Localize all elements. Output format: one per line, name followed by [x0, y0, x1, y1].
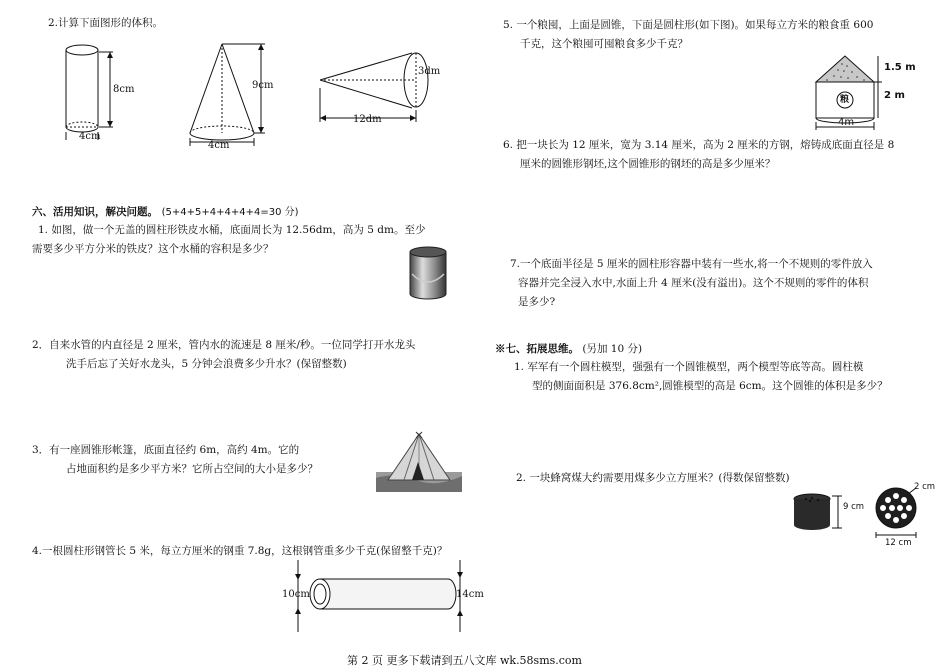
- problem-6-line-1: 6. 把一块长为 12 厘米，宽为 3.14 厘米，高为 2 厘米的方钢，熔铸成底面直径是 8: [503, 139, 895, 151]
- problem-2-line-2: 洗手后忘了关好水龙头，5 分钟会浪费多少升水？(保留整数): [66, 358, 347, 370]
- tent-image: [376, 432, 462, 492]
- granary-cone-height-label: 1.5 m: [884, 62, 916, 73]
- coal-hole-label: 2 cm: [914, 482, 936, 492]
- cone-upright-diameter-label: 4cm: [208, 140, 230, 151]
- section-7-points: (另加 10 分): [582, 343, 643, 355]
- problem-3-line-2: 占地面积约是多少平方米？它所占空间的大小是多少？: [66, 463, 318, 475]
- cone-sideways-height-label: 12dm: [353, 114, 382, 125]
- pipe-outer-label: 14cm: [456, 589, 484, 600]
- cone-upright-height-label: 9cm: [252, 80, 274, 91]
- cone-upright-figure: [185, 40, 285, 150]
- coal-diameter-label: 12 cm: [885, 538, 912, 548]
- extension-1-line-1: 1. 军军有一个圆柱模型，强强有一个圆锥模型，两个模型等底等高。圆柱模: [514, 361, 864, 373]
- bucket-image: [408, 244, 448, 302]
- problem-7-line-1: 7.一个底面半径是 5 厘米的圆柱形容器中装有一些水,将一个不规则的零件放入: [510, 258, 873, 270]
- section-7-title: ※七、拓展思维。 (另加 10 分): [495, 343, 643, 355]
- section-6-title: 六、活用知识，解决问题。 (5+4+5+4+4+4+4=30 分): [32, 206, 299, 218]
- question-2-title: 2.计算下面图形的体积。: [48, 17, 164, 29]
- pipe-inner-label: 10cm: [282, 589, 310, 600]
- problem-4-line-1: 4.一根圆柱形钢管长 5 米，每立方厘米的钢重 7.8g，这根钢管重多少千克(保留整千克)？: [32, 545, 448, 557]
- problem-2-line-1: 2．自来水管的内直径是 2 厘米，管内水的流速是 8 厘米/秒。一位同学打开水龙头: [32, 339, 416, 351]
- problem-1-line-2: 需要多少平方分米的铁皮？这个水桶的容积是多少？: [32, 243, 274, 255]
- cylinder-diameter-label: 4cm: [79, 131, 101, 142]
- cone-sideways-figure: [312, 48, 452, 128]
- problem-5-line-2: 千克，这个粮囤可囤粮食多少千克？: [520, 38, 688, 50]
- page-footer: 第 2 页 更多下载请到五八文库 wk.58sms.com: [347, 654, 582, 667]
- coal-height-label: 9 cm: [843, 502, 865, 512]
- section-6-points: (5+4+5+4+4+4+4=30 分): [161, 207, 299, 218]
- cylinder-height-label: 8cm: [113, 84, 135, 95]
- extension-2-line-1: 2. 一块蜂窝煤大约需要用煤多少立方厘米？(得数保留整数): [516, 472, 790, 484]
- granary-sign: 粮: [840, 95, 850, 105]
- cone-sideways-diameter-label: 3dm: [418, 66, 441, 77]
- granary-cylinder-height-label: 2 m: [884, 90, 905, 101]
- problem-1-line-1: 1. 如图，做一个无盖的圆柱形铁皮水桶，底面周长为 12.56dm，高为 5 dm。至少: [38, 224, 426, 236]
- problem-7-line-2: 容器并完全浸入水中,水面上升 4 厘米(没有溢出)。这个不规则的零件的体积: [518, 277, 869, 289]
- granary-diameter-label: 4m: [838, 117, 855, 128]
- problem-3-line-1: 3．有一座圆锥形帐篷，底面直径约 6m，高约 4m。它的: [32, 444, 300, 456]
- problem-7-line-3: 是多少?: [518, 296, 556, 308]
- problem-6-line-2: 厘米的圆锥形钢坯,这个圆锥形的钢坯的高是多少厘米？: [520, 158, 776, 170]
- extension-1-line-2: 型的侧面面积是 376.8cm²,圆锥模型的高是 6cm。这个圆锥的体积是多少？: [532, 380, 888, 392]
- problem-5-line-1: 5. 一个粮囤，上面是圆锥，下面是圆柱形(如下图)。如果每立方米的粮食重 600: [503, 19, 874, 31]
